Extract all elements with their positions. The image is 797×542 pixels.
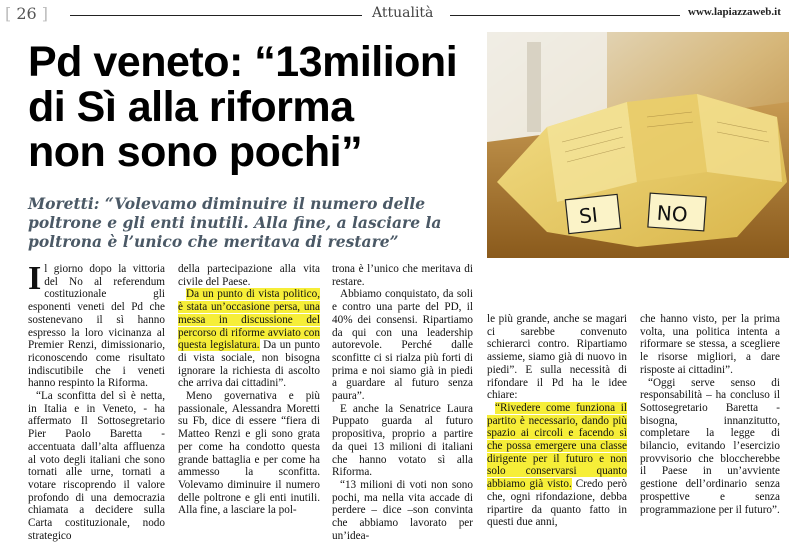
article-column-4: [487, 313, 627, 529]
site-url[interactable]: www.lapiazzaweb.it: [688, 6, 781, 18]
paragraph: della partecipazione alla vita civile del Paese.: [178, 263, 320, 288]
paragraph: [28, 260, 165, 390]
headline-line: Pd veneto: “13milioni: [28, 38, 458, 86]
paragraph: E anche la Senatrice Laura Puppato guarda al futuro propositiva, proprio a partire da quei 13 milioni di italiani che hanno votato sì alla Riforma.: [332, 402, 473, 479]
header-rule-left: [70, 15, 362, 16]
article-column-2: [178, 263, 320, 517]
highlighted-quote: Da un punto di vista politico, è stata un’occasione persa, una messa in discussione del percorso di riforme avviato con questa legislatura.: [178, 288, 320, 352]
paragraph-text: l giorno dopo la vittoria del No al referendum costituzionale gli esponenti veneti del Pd che sostenevano il sì hanno espresso la loro vicinanza al Premier Renzi, dimissionario, riconoscendo come risultato indiscutibile che i veneti hanno respinto la Riforma.: [28, 263, 165, 390]
ballot-photo-illustration: [487, 32, 789, 258]
paragraph: [178, 288, 320, 390]
paragraph: Meno governativa e più passionale, Alessandra Moretti su Fb, dice di essere “fiera di Matteo Renzi e gli sono grata per come ha condotto questa grande battaglia e per come ha ammesso la sconfitta. Volevamo diminuire il numero delle poltrone e gli enti inutili. Alla fine, a lasciare la pol-: [178, 390, 320, 517]
drop-cap: I: [28, 260, 42, 297]
page-number-box: [ 26 ]: [5, 4, 49, 23]
paragraph: Abbiamo conquistato, da soli e contro una parte del PD, il 40% dei consensi. Ripartiamo da qui con una leadership autorevole. Perché dalle sconfitte ci si rialza più forti di prima e noi siamo già in piedi a guardare al futuro senza paura”.: [332, 288, 473, 403]
headline: [28, 40, 478, 175]
page-header: [0, 4, 797, 26]
subheadline: Moretti: “Volevamo diminuire il numero delle poltrone e gli enti inutili. Alla fine, a lasciare la poltrona è l’unico che meritava di restare”: [28, 194, 442, 251]
highlighted-quote: “Rivedere come funziona il partito è necessario, dando più spazio ai circoli e facendo sì che possa emergere una classe dirigente per il futuro e non solo conservarsi quanto abbiamo già visto.: [487, 401, 627, 491]
ballot-no-label: NO: [656, 200, 689, 227]
paragraph: “La sconfitta del sì è netta, in Italia e in Veneto, - ha affermato Il Sottosegretario Pier Paolo Baretta - accentuata dall’alta affluenza al voto degli italiani che sono tornati alle urne, tornati a votare riscoprendo il valore profondo di una democrazia chiamata a decidere sulla Carta costituzionale, nodo strategico: [28, 390, 165, 542]
paragraph: “Oggi serve senso di responsabilità – ha concluso il Sottosegretario Baretta - bisogna, innanzitutto, completare la legge di bilancio, evitando l’esercizio provvisorio che bloccherebbe il Paese in un’avviente gestione dell’ordinario senza prospettive e senza programmazione per il futuro”.: [640, 376, 780, 516]
paragraph-text: Da un punto di vista sociale, non bisogna ignorare la richiesta di ascolto che arriva dai cittadini”.: [178, 339, 321, 390]
page-number: 26: [16, 4, 37, 23]
paragraph: [487, 402, 627, 529]
section-title: Attualità: [372, 5, 434, 21]
headline-line: non sono pochi”: [28, 128, 363, 176]
ballot-si-label: SI: [577, 202, 599, 229]
article-column-5: [640, 313, 780, 516]
paragraph: che hanno visto, per la prima volta, una politica intenta a riformare se stessa, a scegliere le risorse migliori, a dare risposte ai cittadini”.: [640, 313, 780, 376]
headline-line: di Sì alla riforma: [28, 83, 354, 131]
paragraph: le più grande, anche se magari ci sarebbe convenuto schierarci contro. Ripartiamo assieme, siamo già di nuovo in piedi”. E sulla necessità di rifondare il Pd ha le idee chiare:: [487, 313, 627, 402]
header-rule-right: [450, 15, 680, 16]
article-column-1: [28, 260, 165, 542]
paragraph: “13 milioni di voti non sono pochi, ma nella vita accade di perdere – dice –son convinta che abbiamo lavorato per un’idea-: [332, 478, 473, 542]
article-photo: [487, 32, 789, 258]
paragraph-text: Credo però che, ogni rifondazione, debba ripartire da quanto fatto in questi due anni,: [487, 478, 627, 529]
paragraph: trona è l’unico che meritava di restare.: [332, 263, 473, 288]
article-column-3: [332, 263, 473, 542]
